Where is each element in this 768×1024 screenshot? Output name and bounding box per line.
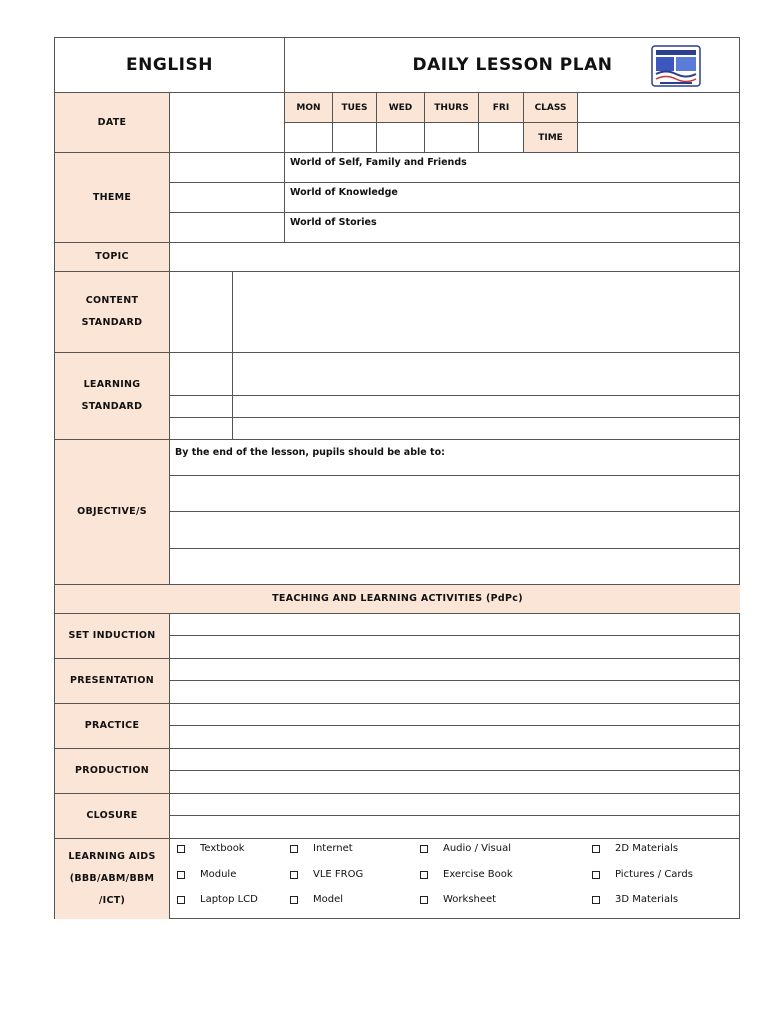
content-standard-field[interactable] <box>233 272 740 353</box>
objective-line-1[interactable] <box>170 476 740 512</box>
day-tues: TUES <box>333 93 377 123</box>
theme-option-1: World of Self, Family and Friends <box>285 153 740 183</box>
set-induction-label: SET INDUCTION <box>55 614 170 659</box>
page-title-text: DAILY LESSON PLAN <box>412 55 613 75</box>
day-fri: FRI <box>479 93 524 123</box>
learning-standard-field-1[interactable] <box>233 353 740 396</box>
closure-label: CLOSURE <box>55 794 170 839</box>
learning-aids-label <box>55 839 170 919</box>
day-wed: WED <box>377 93 425 123</box>
presentation-line-2[interactable] <box>170 681 740 704</box>
aid-label: Laptop LCD <box>200 894 258 905</box>
school-crest-icon <box>650 44 702 88</box>
theme-check-1[interactable] <box>170 153 285 183</box>
learning-standard-code-1[interactable] <box>170 353 233 396</box>
topic-field[interactable] <box>170 243 740 272</box>
theme-option-3: World of Stories <box>285 213 740 243</box>
class-label: CLASS <box>524 93 578 123</box>
learning-aids-line-2: (BBB/ABM/BBM <box>69 873 155 884</box>
date-field[interactable] <box>170 93 285 153</box>
aid-model[interactable] <box>290 894 343 905</box>
mon-check[interactable] <box>285 123 333 153</box>
closure-line-2[interactable] <box>170 816 740 839</box>
aid-label: Model <box>313 894 344 905</box>
aid-vle-frog[interactable] <box>290 869 363 880</box>
fri-check[interactable] <box>479 123 524 153</box>
tues-check[interactable] <box>333 123 377 153</box>
theme-label: THEME <box>55 153 170 243</box>
aid-label: 3D Materials <box>615 894 679 905</box>
aid-worksheet[interactable] <box>420 894 496 905</box>
closure-line-1[interactable] <box>170 794 740 816</box>
time-field[interactable] <box>578 123 740 153</box>
aid-laptop-lcd[interactable] <box>177 894 258 905</box>
time-label: TIME <box>524 123 578 153</box>
learning-standard-label <box>55 353 170 440</box>
production-line-2[interactable] <box>170 771 740 794</box>
theme-check-2[interactable] <box>170 183 285 213</box>
checkbox-icon[interactable] <box>592 845 600 853</box>
learning-standard-line-1: LEARNING <box>83 379 141 390</box>
checkbox-icon[interactable] <box>420 896 428 904</box>
aid-label: Pictures / Cards <box>615 869 693 880</box>
practice-line-1[interactable] <box>170 704 740 726</box>
aid-module[interactable] <box>177 869 236 880</box>
learning-standard-field-2[interactable] <box>233 396 740 418</box>
content-standard-label <box>55 272 170 353</box>
practice-label: PRACTICE <box>55 704 170 749</box>
subject-title: ENGLISH <box>55 38 285 93</box>
objective-intro: By the end of the lesson, pupils should be able to: <box>170 440 740 476</box>
aid-label: Audio / Visual <box>443 843 512 854</box>
learning-standard-field-3[interactable] <box>233 418 740 440</box>
aid-label: Exercise Book <box>443 869 513 880</box>
content-standard-code[interactable] <box>170 272 233 353</box>
set-induction-line-2[interactable] <box>170 636 740 659</box>
content-standard-line-1: CONTENT <box>85 295 139 306</box>
checkbox-icon[interactable] <box>177 845 185 853</box>
presentation-label: PRESENTATION <box>55 659 170 704</box>
presentation-line-1[interactable] <box>170 659 740 681</box>
lesson-plan-form <box>54 37 740 919</box>
thurs-check[interactable] <box>425 123 479 153</box>
activities-header: TEACHING AND LEARNING ACTIVITIES (PdPc) <box>55 585 740 614</box>
set-induction-line-1[interactable] <box>170 614 740 636</box>
aid-label: Worksheet <box>443 894 497 905</box>
date-label: DATE <box>55 93 170 153</box>
aid-label: Internet <box>313 843 353 854</box>
objective-line-3[interactable] <box>170 549 740 585</box>
objective-line-2[interactable] <box>170 512 740 549</box>
aid-textbook[interactable] <box>177 843 245 854</box>
learning-aids-line-1: LEARNING AIDS <box>68 851 156 862</box>
day-thurs: THURS <box>425 93 479 123</box>
topic-label: TOPIC <box>55 243 170 272</box>
checkbox-icon[interactable] <box>420 845 428 853</box>
theme-check-3[interactable] <box>170 213 285 243</box>
class-field[interactable] <box>578 93 740 123</box>
learning-standard-code-2[interactable] <box>170 396 233 418</box>
checkbox-icon[interactable] <box>290 845 298 853</box>
content-standard-line-2: STANDARD <box>81 317 143 328</box>
wed-check[interactable] <box>377 123 425 153</box>
aid-pictures-cards[interactable] <box>592 869 693 880</box>
theme-option-2: World of Knowledge <box>285 183 740 213</box>
learning-standard-code-3[interactable] <box>170 418 233 440</box>
aid-label: Module <box>200 869 237 880</box>
checkbox-icon[interactable] <box>290 896 298 904</box>
aid-audio-visual[interactable] <box>420 843 511 854</box>
learning-aids-line-3: /ICT) <box>98 895 126 906</box>
production-line-1[interactable] <box>170 749 740 771</box>
production-label: PRODUCTION <box>55 749 170 794</box>
aid-label: 2D Materials <box>615 843 679 854</box>
checkbox-icon[interactable] <box>290 871 298 879</box>
day-mon: MON <box>285 93 333 123</box>
practice-line-2[interactable] <box>170 726 740 749</box>
checkbox-icon[interactable] <box>177 896 185 904</box>
aid-label: VLE FROG <box>313 869 364 880</box>
aid-internet[interactable] <box>290 843 353 854</box>
checkbox-icon[interactable] <box>592 871 600 879</box>
checkbox-icon[interactable] <box>420 871 428 879</box>
aid-2d-materials[interactable] <box>592 843 678 854</box>
aid-label: Textbook <box>200 843 245 854</box>
aid-exercise-book[interactable] <box>420 869 513 880</box>
checkbox-icon[interactable] <box>177 871 185 879</box>
aid-3d-materials[interactable] <box>592 894 678 905</box>
learning-standard-line-2: STANDARD <box>81 401 143 412</box>
objectives-label: OBJECTIVE/S <box>55 440 170 585</box>
checkbox-icon[interactable] <box>592 896 600 904</box>
